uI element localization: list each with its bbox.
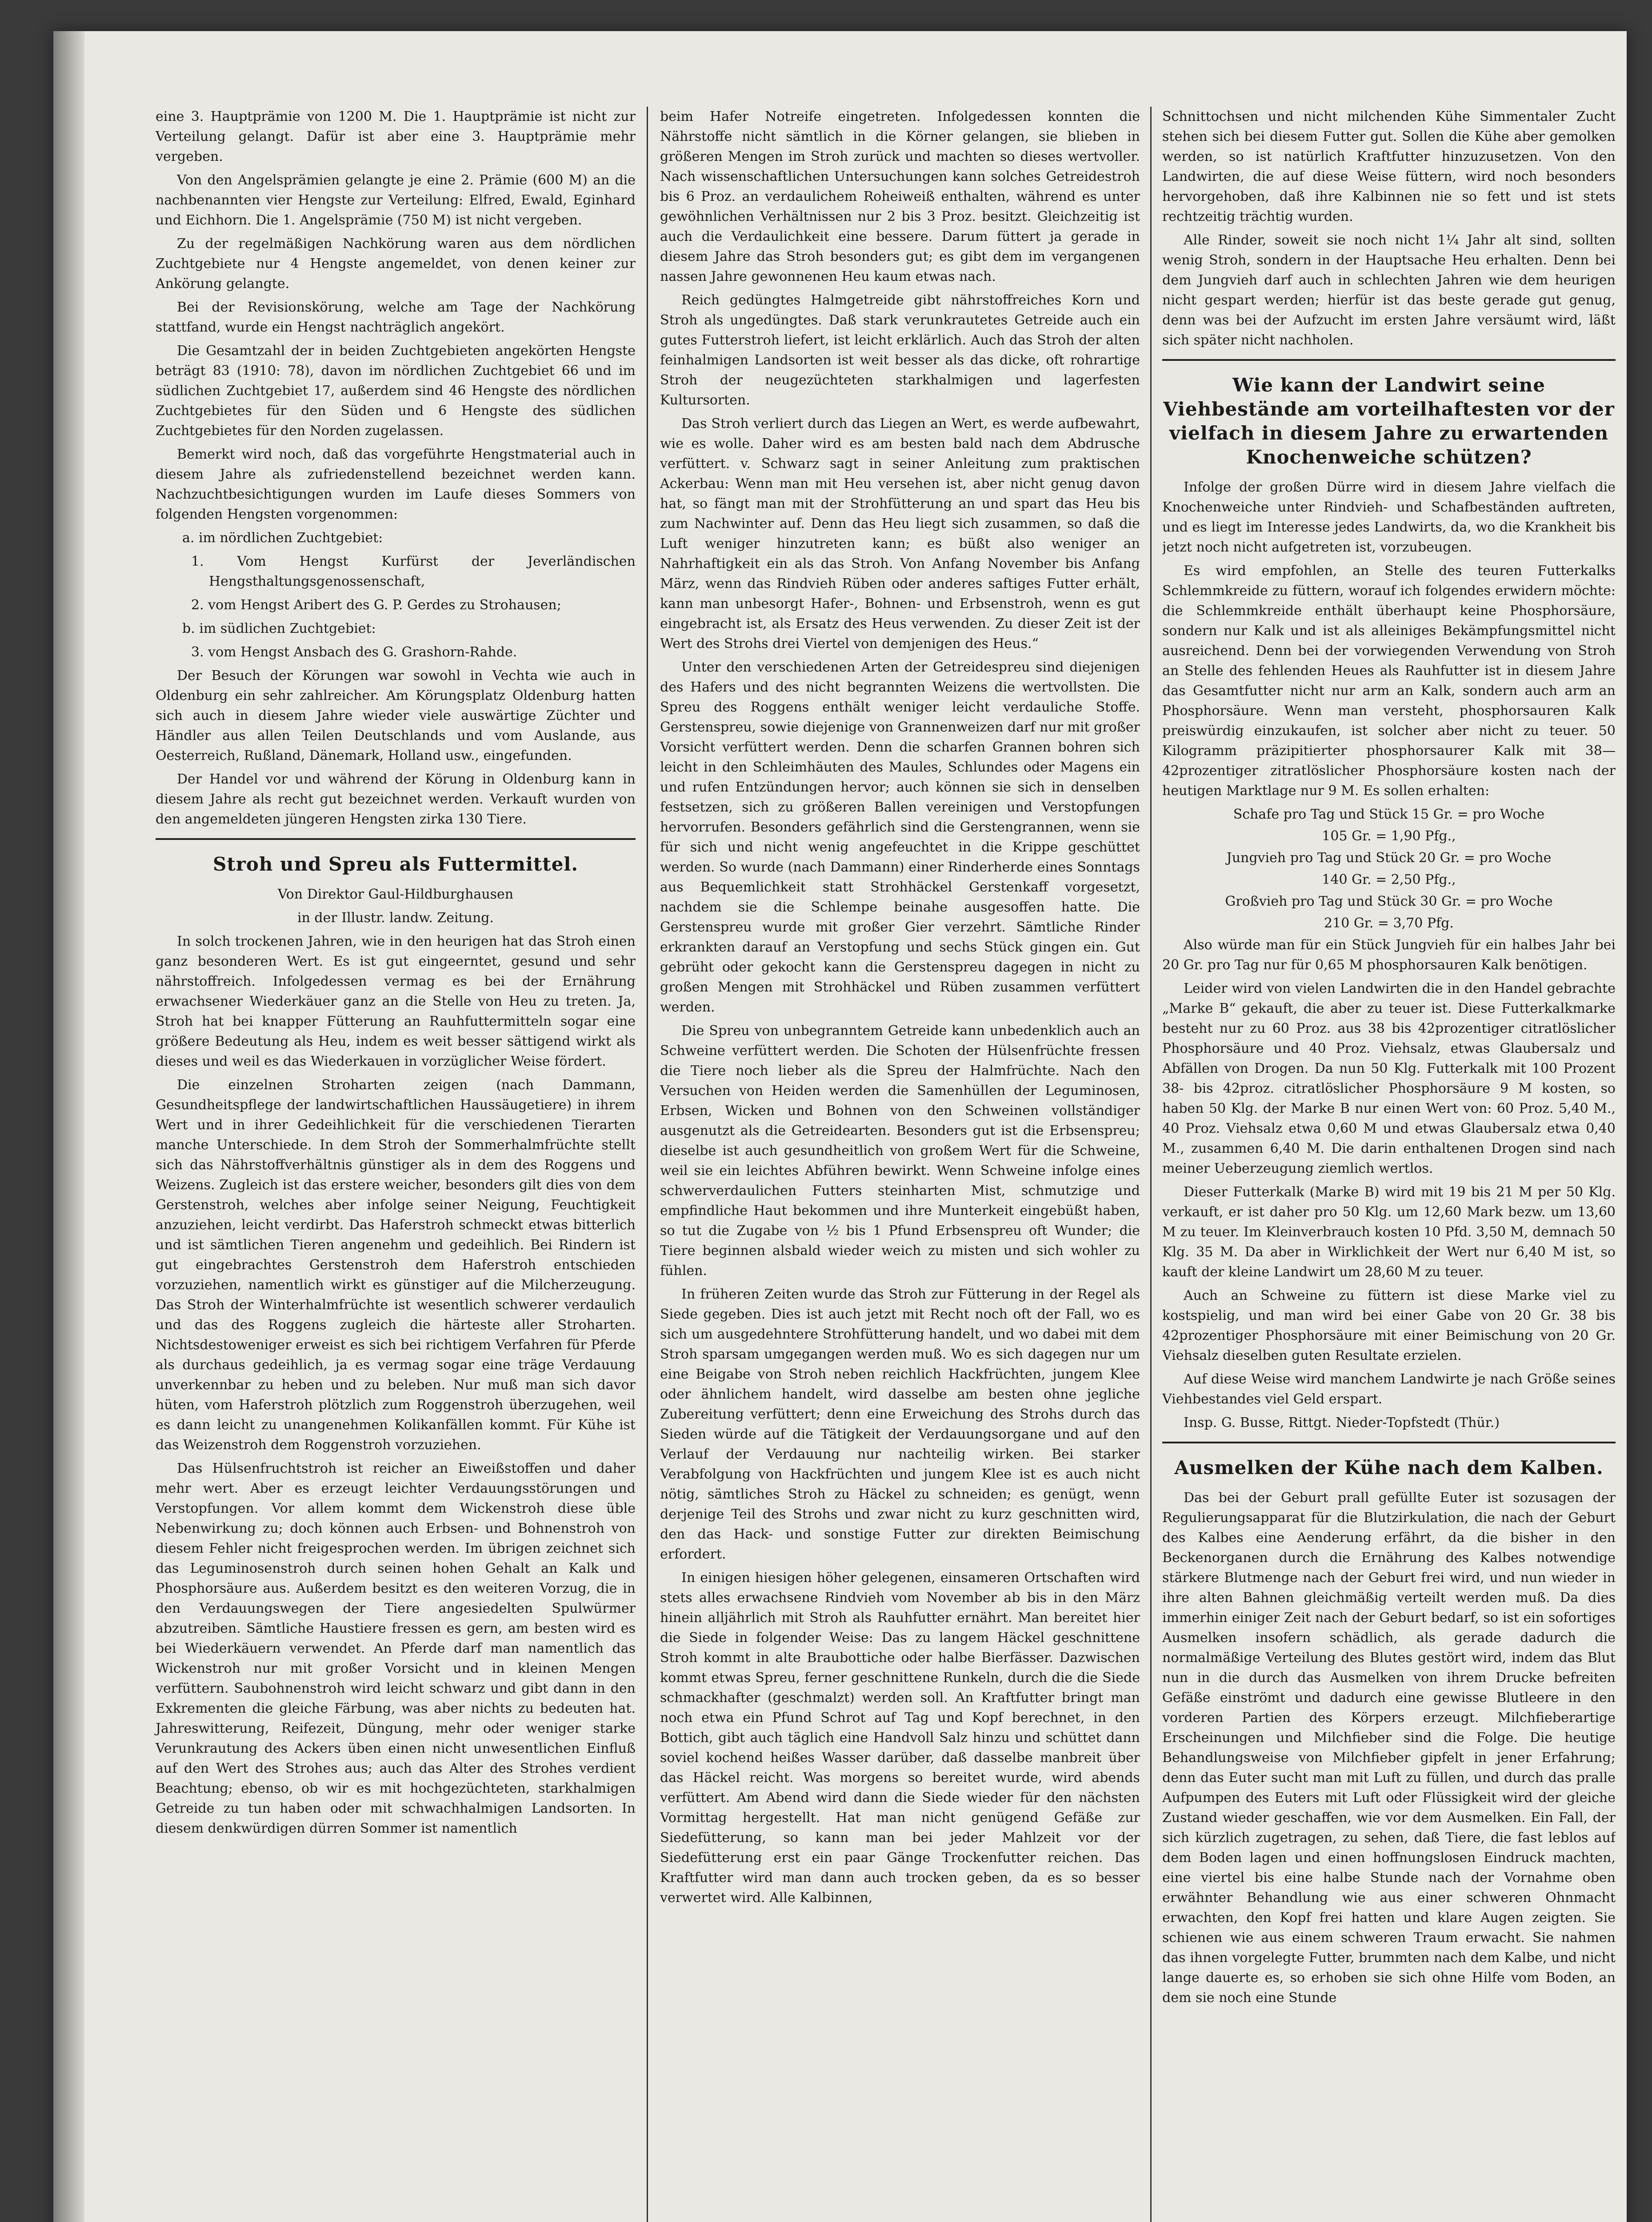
list-item: 2. vom Hengst Aribert des G. P. Gerdes zu Strohausen; bbox=[191, 597, 561, 613]
list-item: b. im südlichen Zuchtgebiet: bbox=[182, 621, 376, 636]
column-1 bbox=[156, 107, 636, 1842]
signature: Insp. G. Busse, Rittgt. Nieder-Topfstedt (Thür.) bbox=[1184, 1415, 1500, 1431]
section-divider bbox=[156, 838, 636, 840]
paragraph: beim Hafer Notreife eingetreten. Infolgedessen konnten die Nährstoffe nicht sämtlich in die Körner gelangen, sie blieben in größeren Mengen im Stroh zurück und machten so dieses wertvoller. Nach wissenschaftlichen Untersuchungen kann solches Getreidestroh bis 6 Proz. an verdaulichem Roheiweiß enthalten, während es unter gewöhnlichen Verhältnissen nur 2 bis 3 Proz. besitzt. Gleichzeitig ist auch die Verdaulichkeit eine bessere. Darum füttert ja gerade in diesem Jahre das Stroh besonders gut; es gibt dem im vergangenen nassen Jahre gewonnenen Heu kaum etwas nach. bbox=[660, 109, 1140, 284]
paragraph: Von den Angelsprämien gelangte je eine 2. Prämie (600 M) an die nachbenannten vier Hengste zur Verteilung: Elfred, Ewald, Eginhard und Eichhorn. Die 1. Angelsprämie (750 M) ist nicht vergeben. bbox=[156, 172, 636, 228]
paragraph: Die Spreu von unbegranntem Getreide kann unbedenklich auch an Schweine verfüttert werden. Die Schoten der Hülsenfrüchte fressen die Tiere noch lieber als die Spreu der Halmfrüchte. Nach den Versuchen von Heiden werden die Samenhüllen der Leguminosen, Erbsen, Wicken und Bohnen von den Schweinen vollständiger ausgenutzt als die Getreidearten. Besonders gut ist die Erbsenspreu; dieselbe ist auch gesundheitlich von großem Wert für die Schweine, weil sie ein leichtes Abführen bewirkt. Wenn Schweine infolge eines schwerverdaulichen Futters steinharten Mist, schmutzige und empfindliche Haut bekommen und ihre Munterkeit eingebüßt haben, so tut die Zugabe von ½ bis 1 Pfund Erbsenspreu oft Wunder; die Tiere beginnen alsbald wieder weich zu misten und sich wohler zu fühlen. bbox=[660, 1023, 1140, 1279]
ration-row: Großvieh pro Tag und Stück 30 Gr. = pro Woche bbox=[1225, 894, 1553, 909]
ration-row: 210 Gr. = 3,70 Pfg. bbox=[1324, 915, 1454, 931]
newspaper-page bbox=[53, 31, 1627, 2222]
section-divider bbox=[1162, 359, 1616, 361]
page-binding-edge bbox=[53, 31, 84, 2222]
paragraph: In solch trockenen Jahren, wie in den heurigen hat das Stroh einen ganz besonderen Wert. Es ist gut eingeerntet, gesund und sehr nährstoffreich. Infolgedessen vermag es bei der Ernährung erwachsener Wiederkäuer ganz an die Stelle von Heu zu treten. Ja, Stroh hat bei knapper Fütterung an Rauhfuttermitteln sogar eine größere Bedeutung als Heu, indem es weit besser sättigend wirkt als dieses und weil es das Wiederkauen in vorzüglicher Weise fördert. bbox=[156, 934, 636, 1069]
section-divider bbox=[1162, 1442, 1616, 1443]
byline: in der Illustr. landw. Zeitung. bbox=[297, 910, 494, 926]
column-2 bbox=[660, 107, 1140, 1911]
paragraph: In früheren Zeiten wurde das Stroh zur Fütterung in der Regel als Siede gegeben. Dies ist auch jetzt mit Recht noch oft der Fall, wo es sich um ausgedehntere Strohfütterung handelt, und wo dabei mit dem Stroh sparsam umgegangen werden muß. Wo es sich dagegen nur um eine Beigabe von Stroh neben reichlich Hackfrüchten, jungem Klee oder ähnlichem handelt, wird dasselbe am besten ohne jegliche Zubereitung verfüttert; denn eine Erweichung des Strohs durch das Sieden würde auf die Tätigkeit der Verdauungsorgane und auf den Verlauf der Verdauung nur nachteilig wirken. Bei starker Verabfolgung von Hackfrüchten und jungem Klee ist es auch nicht nötig, sämtliches Stroh zu Häckel zu schneiden; es genügt, wenn derjenige Teil des Strohs und zwar nicht zu kurz geschnitten wird, den das Hack- und sonstige Futter zur direkten Beimischung erfordert. bbox=[660, 1287, 1140, 1562]
paragraph: eine 3. Hauptprämie von 1200 M. Die 1. Hauptprämie ist nicht zur Verteilung gelangt. Dafür ist aber eine 3. Hauptprämie mehr vergeben. bbox=[156, 109, 636, 164]
list-item: a. im nördlichen Zuchtgebiet: bbox=[182, 530, 383, 546]
paragraph: Das Stroh verliert durch das Liegen an Wert, es werde aufbewahrt, wie es wolle. Daher wird es am besten bald nach dem Abdrusche verfüttert. v. Schwarz sagt in seiner Anleitung zum praktischen Ackerbau: Wenn man mit Heu versehen ist, aber nicht genug davon hat, so fängt man mit der Strohfütterung an und spart das Heu bis zum Nachwinter auf. Denn das Heu liegt sich zusammen, so daß die Luft weniger hinzutreten kann; es büßt also weniger an Nahrhaftigkeit ein als das Stroh. Von Anfang November bis Anfang März, wenn das Rindvieh Rüben oder anderes saftiges Futter erhält, kann man unbesorgt Hafer-, Bohnen- und Erbsenstroh, wenn es gut eingebracht ist, als Ersatz des Heus verwenden. Zu dieser Zeit ist der Wert des Strohs drei Viertel von demjenigen des Heus.“ bbox=[660, 416, 1140, 651]
paragraph: Der Handel vor und während der Körung in Oldenburg kann in diesem Jahre als recht gut bezeichnet werden. Verkauft wurden von den angemeldeten jüngeren Hengsten zirka 130 Tiere. bbox=[156, 771, 636, 827]
list-item: 1. Vom Hengst Kurfürst der Jeverländischen Hengsthaltungsgenossenschaft, bbox=[191, 554, 636, 589]
paragraph: In einigen hiesigen höher gelegenen, einsameren Ortschaften wird stets alles erwachsene Rindvieh vom November ab bis in den März hinein alljährlich mit Stroh als Rauhfutter ernährt. Man bereitet hier die Siede in folgender Weise: Das zu langem Häckel geschnittene Stroh kommt in alte Braubottiche oder halbe Bierfässer. Dazwischen kommt etwas Spreu, ferner geschnittene Runkeln, durch die die Siede schmackhafter (geschmalzt) werden soll. An Kraftfutter bringt man noch etwa ein Pfund Schrot auf Tag und Kopf berechnet, in den Bottich, gibt auch täglich eine Handvoll Salz hinzu und schüttet dann soviel kochend heißes Wasser darüber, daß dasselbe manbreit über das Häckel reicht. Was morgens so bereitet wurde, wird abends verfüttert. Am Abend wird dann die Siede wieder für den nächsten Vormittag hergestellt. Hat man nicht genügend Gefäße zur Siedefütterung, so kann man bei jeder Mahlzeit vor der Siedefütterung erst ein paar Gänge Trockenfutter reichen. Das Kraftfutter wird man dann auch trocken geben, da es so besser verwertet wird. Alle Kalbinnen, bbox=[660, 1570, 1140, 1906]
ration-row: 105 Gr. = 1,90 Pfg., bbox=[1322, 828, 1456, 844]
article-heading: Wie kann der Landwirt seine Viehbestände am vorteilhaftesten vor der vielfach in diesem Jahre zu erwartenden Knochenweiche schützen? bbox=[1163, 374, 1615, 468]
paragraph: Zu der regelmäßigen Nachkörung waren aus dem nördlichen Zuchtgebiete nur 4 Hengste angemeldet, von denen keiner zur Ankörung gelangte. bbox=[156, 236, 636, 292]
article-heading: Stroh und Spreu als Futtermittel. bbox=[213, 853, 578, 875]
paragraph: Der Besuch der Körungen war sowohl in Vechta wie auch in Oldenburg ein sehr zahlreicher. Am Körungsplatz Oldenburg hatten sich auch in diesem Jahre wieder viele auswärtige Züchter und Händler aus allen Teilen Deutschlands und vom Auslande, aus Oesterreich, Rußland, Dänemark, Holland usw., eingefunden. bbox=[156, 668, 636, 763]
article-heading: Ausmelken der Kühe nach dem Kalben. bbox=[1174, 1457, 1604, 1479]
column-3 bbox=[1162, 107, 1616, 2011]
paragraph: Infolge der großen Dürre wird in diesem Jahre vielfach die Knochenweiche unter Rindvieh- und Schafbeständen auftreten, und es liegt im Interesse jedes Landwirts, da, wo die Krankheit bis jetzt noch nicht aufgetreten ist, vorzubeugen. bbox=[1162, 480, 1616, 555]
paragraph: Auch an Schweine zu füttern ist diese Marke viel zu kostspielig, und man wird bei einer Gabe von 20 Gr. 38 bis 42prozentiger Phosphorsäure mit einer Beimischung von 20 Gr. Viehsalz dieselben guten Resultate erzielen. bbox=[1162, 1288, 1616, 1363]
column-rule bbox=[1150, 107, 1152, 2222]
ration-row: 140 Gr. = 2,50 Pfg., bbox=[1322, 872, 1456, 887]
byline: Von Direktor Gaul-Hildburghausen bbox=[277, 887, 514, 902]
paragraph: Es wird empfohlen, an Stelle des teuren Futterkalks Schlemmkreide zu füttern, worauf ich folgendes erwidern möchte: die Schlemmkreide enthält überhaupt keine Phosphorsäure, sondern nur Kalk und ist als alleiniges Bekämpfungsmittel nicht ausreichend. Denn bei der vorwiegenden Verwendung von Stroh an Stelle des fehlenden Heues als Rauhfutter ist in diesem Jahre das Gesamtfutter nicht nur arm an Kalk, sondern auch arm an Phosphorsäure. Wenn man versteht, phosphorsauren Kalk preiswürdig einzukaufen, ist solcher aber nicht zu teuer. 50 Kilogramm präzipitierter phosphorsaurer Kalk mit 38—42prozentiger zitratlöslicher Phosphorsäure kosten nach der heutigen Marktlage nur 9 M. Es sollen erhalten: bbox=[1162, 563, 1616, 799]
paragraph: Die einzelnen Stroharten zeigen (nach Dammann, Gesundheitspflege der landwirtschaftlichen Haussäugetiere) in ihrem Wert und in ihrer Gedeihlichkeit für die verschiedenen Tierarten manche Unterschiede. In dem Stroh der Sommerhalmfrüchte stellt sich das Nährstoffverhältnis günstiger als in dem des Roggens und Weizens. Zugleich ist das erstere weicher, besonders gilt dies von dem Gerstenstroh, welches aber infolge seiner Neigung, Feuchtigkeit anzuziehen, leicht verdirbt. Das Haferstroh schmeckt etwas bitterlich und ist sämtlichen Tieren angenehm und gedeihlich. Bei Rindern ist gut eingebrachtes Gerstenstroh dem Haferstroh entschieden vorzuziehen, namentlich wirkt es günstiger auf die Milcherzeugung. Das Stroh der Winterhalmfrüchte ist wesentlich schwerer verdaulich und das des Roggens zugleich die härteste aller Stroharten. Nichtsdestoweniger erweist es sich bei richtigem Verfahren für Pferde als durchaus gedeihlich, ja es vermag sogar eine träge Verdauung unverkennbar zu heben und zu beleben. Nur muß man sich davor hüten, vom Haferstroh plötzlich zum Roggenstroh überzugehen, weil es dann leicht zu unangenehmen Kolikanfällen kommt. Für Kühe ist das Weizenstroh dem Roggenstroh vorzuziehen. bbox=[156, 1077, 636, 1453]
paragraph: Also würde man für ein Stück Jungvieh für ein halbes Jahr bei 20 Gr. pro Tag nur für 0,65 M phosphorsauren Kalk benötigen. bbox=[1162, 937, 1616, 973]
paragraph: Alle Rinder, soweit sie noch nicht 1¼ Jahr alt sind, sollten wenig Stroh, sondern in der Hauptsache Heu erhalten. Denn bei dem Jungvieh darf auch in schlechten Jahren wie dem heurigen nicht gespart werden; hierfür ist das beste gerade gut genug, denn was bei der Aufzucht im ersten Jahre versäumt wird, läßt sich später nicht nachholen. bbox=[1162, 232, 1616, 348]
ration-row: Schafe pro Tag und Stück 15 Gr. = pro Woche bbox=[1233, 807, 1545, 822]
paragraph: Das bei der Geburt prall gefüllte Euter ist sozusagen der Regulierungsapparat für die Blutzirkulation, die nach der Geburt des Kalbes eine Aenderung erfährt, da die bisher in den Beckenorganen durch die Ernährung des Kalbes notwendige stärkere Blutmenge nach der Geburt frei wird, und nun wieder in ihre alten Bahnen gleichmäßig verteilt werden muß. Da dies immerhin einiger Zeit nach der Geburt bedarf, so ist ein sofortiges Ausmelken insofern schädlich, als gerade dadurch die normalmäßige Verteilung des Blutes gestört wird, indem das Blut nun in die durch das Ausmelken von ihrem Drucke befreiten Gefäße einströmt und dadurch eine gewisse Blutleere in den vorderen Partien des Körpers erzeugt. Milchfieberartige Erscheinungen und Milchfieber sind die Folge. Die heutige Behandlungsweise von Milchfieber gipfelt in jener Erfahrung; denn das Euter sucht man mit Luft zu füllen, und durch das pralle Aufpumpen des Euters mit Luft oder Flüssigkeit wird der gleiche Zustand wieder geschaffen, wie vor dem Ausmelken. Ein Fall, der sich kürzlich zugetragen, zu sehen, daß Tiere, die fast leblos auf dem Boden lagen und einen hoffnungslosen Eindruck machten, eine viertel bis eine halbe Stunde nach der Vornahme oben erwähnter Behandlung wie aus einer schweren Ohnmacht erwachten, den Kopf frei hatten und klare Augen zeigten. Sie schienen wie aus einem schweren Traum erwacht. Sie nahmen das ihnen vorgelegte Futter, brummten nach dem Kalbe, und nicht lange dauerte es, so erhoben sie sich ohne Hilfe vom Boden, an dem sie noch eine Stunde bbox=[1162, 1490, 1616, 2006]
paragraph: Das Hülsenfruchtstroh ist reicher an Eiweißstoffen und daher mehr wert. Aber es erzeugt leichter Verdauungsstörungen und Verstopfungen. Vor allem kommt dem Wickenstroh diese üble Nebenwirkung zu; doch können auch Erbsen- und Bohnenstroh von diesem Fehler nicht freigesprochen werden. Im übrigen zeichnet sich das Leguminosenstroh durch seinen hohen Gehalt an Kalk und Phosphorsäure aus. Außerdem besitzt es den weiteren Vorzug, die in den Verdauungswegen der Tiere angesiedelten Spulwürmer abzutreiben. Sämtliche Haustiere fressen es gern, am besten wird es bei Wiederkäuern verwendet. An Pferde darf man namentlich das Wickenstroh nur mit großer Vorsicht und in kleinen Mengen verfüttern. Saubohnenstroh wird leicht schwarz und gibt dann in den Exkrementen die gleiche Färbung, was aber nichts zu bedeuten hat. Jahreswitterung, Reifezeit, Düngung, mehr oder weniger starke Verunkrautung des Ackers üben einen nicht unwesentlichen Einfluß auf den Wert des Strohes aus; auch das Alter des Strohes verdient Beachtung; ebenso, ob wir es mit hochgezüchteten, starkhalmigen Getreide zu tun haben oder mit schwachhalmigen Landsorten. In diesem denkwürdigen dürren Sommer ist namentlich bbox=[156, 1461, 636, 1836]
paragraph: Unter den verschiedenen Arten der Getreidespreu sind diejenigen des Hafers und des nicht begrannten Weizens die wertvollsten. Die Spreu des Roggens enthält weniger leicht verdauliche Stoffe. Gerstenspreu, sowie diejenige von Grannenweizen darf nur mit großer Vorsicht verfüttert werden. Denn die scharfen Grannen bohren sich leicht in den Schleimhäuten des Maules, Schlundes oder Magens ein und rufen Entzündungen hervor; auch können sie sich in denselben festsetzen, sich zu größeren Ballen vereinigen und Verstopfungen hervorrufen. Besonders gefährlich sind die Gerstengrannen, wenn sie für sich und nicht wenig angefeuchtet in die Krippe geschüttet werden. So wurde (nach Dammann) einer Rinderherde eines Sonntags aus Bequemlichkeit statt Strohhäckel Gerstenkaff vorgesetzt, nachdem sie die Schlempe beinahe ausgesoffen hatte. Die Gerstenspreu wurde mit großer Gier verzehrt. Sämtliche Rinder erkrankten darauf an Verstopfung und sechs Stück gingen ein. Gut gebrüht oder gekocht kann die Gerstenspreu dagegen in nicht zu großen Mengen mit Strohhäckel und Rüben zusammen verfüttert werden. bbox=[660, 659, 1140, 1015]
column-rule bbox=[647, 107, 648, 2222]
paragraph: Bemerkt wird noch, daß das vorgeführte Hengstmaterial auch in diesem Jahre als zufriedenstellend bezeichnet werden kann. Nachzuchtbesichtigungen wurden im Laufe dieses Sommers von folgenden Hengsten vorgenommen: bbox=[156, 447, 636, 522]
paragraph: Auf diese Weise wird manchem Landwirte je nach Größe seines Viehbestandes viel Geld erspart. bbox=[1162, 1371, 1616, 1407]
paragraph: Leider wird von vielen Landwirten die in den Handel gebrachte „Marke B“ gekauft, die aber zu teuer ist. Diese Futterkalkmarke besteht nur zu 60 Proz. aus 38 bis 42prozentiger citratlöslicher Phosphorsäure und 40 Proz. Viehsalz, etwas Glaubersalz und Abfällen von Drogen. Da nun 50 Klg. Futterkalk mit 100 Prozent 38- bis 42proz. citratlöslicher Phosphorsäure 9 M kosten, so haben 50 Klg. der Marke B nur einen Wert von: 60 Proz. 5,40 M., 40 Proz. Viehsalz etwa 0,60 M und etwas Glaubersalz etwa 0,40 M., zusammen 6,40 M. Die darin enthaltenen Drogen sind nach meiner Ueberzeugung ziemlich wertlos. bbox=[1162, 981, 1616, 1176]
paragraph: Reich gedüngtes Halmgetreide gibt nährstoffreiches Korn und Stroh als ungedüngtes. Daß stark verunkrautetes Getreide auch ein gutes Futterstroh liefert, ist leicht erklärlich. Auch das Stroh der alten feinhalmigen Landsorten ist weit besser als das dicke, oft rohrartige Stroh der neugezüchteten starkhalmigen und lagerfesten Kultursorten. bbox=[660, 292, 1140, 408]
list-item: 3. vom Hengst Ansbach des G. Grashorn-Rahde. bbox=[191, 644, 517, 660]
paragraph: Die Gesamtzahl der in beiden Zuchtgebieten angekörten Hengste beträgt 83 (1910: 78), davon im nördlichen Zuchtgebiet 66 und im südlichen Zuchtgebiet 17, außerdem sind 46 Hengste des nördlichen Zuchtgebietes für den Süden und 6 Hengste des südlichen Zuchtgebietes für den Norden zugelassen. bbox=[156, 343, 636, 439]
paragraph: Bei der Revisionskörung, welche am Tage der Nachkörung stattfand, wurde ein Hengst nachträglich angekört. bbox=[156, 300, 636, 335]
paragraph: Schnittochsen und nicht milchenden Kühe Simmentaler Zucht stehen sich bei diesem Futter gut. Sollen die Kühe aber gemolken werden, so ist natürlich Kraftfutter hinzuzusetzen. Von den Landwirten, die auf diese Weise füttern, wird noch besonders hervorgehoben, daß ihre Kalbinnen nie so fett und ist stets rechtzeitig trächtig wurden. bbox=[1162, 109, 1616, 224]
ration-row: Jungvieh pro Tag und Stück 20 Gr. = pro Woche bbox=[1226, 850, 1552, 866]
paragraph: Dieser Futterkalk (Marke B) wird mit 19 bis 21 M per 50 Klg. verkauft, er ist daher pro 50 Klg. um 12,60 Mark bezw. um 13,60 M zu teuer. Im Kleinverbrauch kosten 10 Pfd. 3,50 M, demnach 50 Klg. 35 M. Da aber in Wirklichkeit der Wert nur 6,40 M ist, so kauft der kleine Landwirt um 28,60 M zu teuer. bbox=[1162, 1184, 1616, 1280]
